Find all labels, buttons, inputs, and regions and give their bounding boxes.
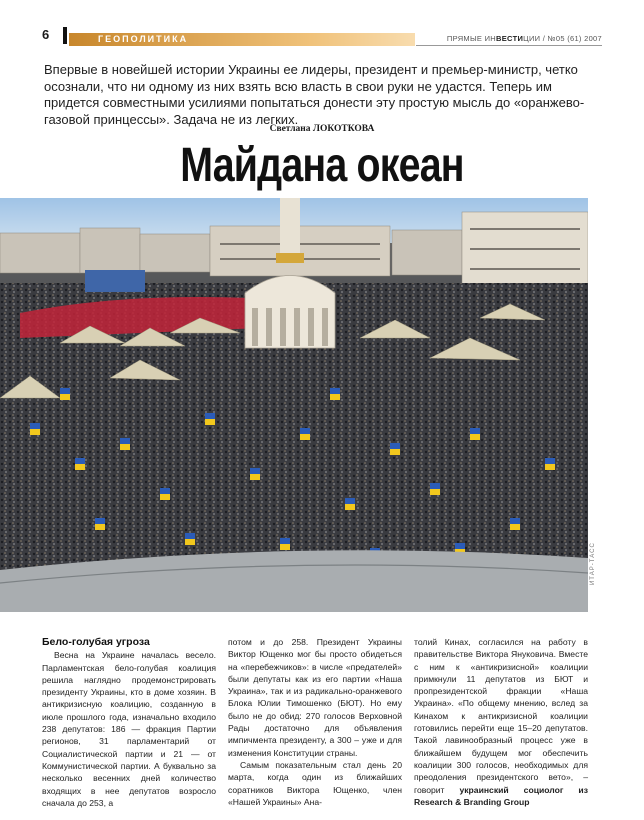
maidan-crowd-photo — [0, 198, 588, 612]
header-rule — [416, 45, 602, 46]
section-label: ГЕОПОЛИТИКА — [98, 34, 189, 44]
subheading: Бело-голубая угроза — [42, 636, 150, 648]
col3-text — [414, 636, 588, 808]
article-title: Майдана океан — [180, 139, 464, 192]
column-1 — [42, 636, 216, 809]
column-3 — [414, 636, 588, 808]
lead-paragraph: Впервые в новейшей истории Украины ее лидеры, президент и премьер-министр, четко осознали, что ни одному из них взять всю власть в свои руки не удастся. Теперь им придется совместными усилиями попытаться донести эту простую мысль до «оранжево-газовой принцессы». Задача не из легких. — [44, 62, 585, 127]
issue-info — [447, 34, 602, 43]
col1-text: Весна на Украине началась весело. Парламентская бело-голубая коалиция решила наглядно продемонстрировать президенту Украины, кто в доме хозяин. В антикризисную коалицию, созданную в июле прошлого года, изначально входило 238 депутатов: 186 — фракция Партии регионов, 31 парламентарий от Социалистической партии и 21 — от Коммунистической партии. А буквально за несколько весенних дней количество входящих в нее депутатов возросло сначала до 253, а — [42, 650, 216, 808]
author-byline: Светлана ЛОКОТКОВА — [269, 124, 375, 134]
col2-text-a: потом и до 258. Президент Украины Виктор Ющенко мог бы просто обидеться на «перебежчиков»: в числе «предателей» были депутаты как из его партии «Наша Украина», так и из радикально-оранжевого Блока Юлии Тимошенко (БЮТ). Но ему было не до обид: 270 голосов Верховной Рады достаточно для объявления импичмента президенту, а 300 – уже и для изменения Конституции страны. — [228, 637, 402, 758]
column-2 — [228, 636, 402, 808]
issue-prefix: ПРЯМЫЕ ИН — [446, 34, 497, 43]
header-divider-bar — [63, 27, 67, 44]
issue-suffix: ЦИИ / №05 (61) 2007 — [523, 34, 602, 43]
page-number: 6 — [42, 27, 50, 42]
photo-credit: ИТАР-ТАСС — [590, 542, 596, 585]
col3-text-bold: украинский социолог из Research & Branding Group — [414, 784, 588, 807]
col3-text-main: толий Кинах, согласился на работу в правительстве Виктора Януковича. Вместе с ним к «антикризисной» коалиции примкнули 11 депутатов из БЮТ и пропрезидентской фракции «Наша Украина». «По общему мнению, вслед за Кинахом к антикризисной коалиции готовились перейти еще 15–20 депутатов. Такой лавинообразный процесс уже в ближайшем будущем мог обеспечить коалиции 300 голосов, необходимых для преодоления президентского вето», – говорит — [414, 637, 588, 795]
issue-bold: ВЕСТИ — [496, 34, 524, 43]
article-body — [42, 636, 588, 816]
col2-text-b: Самым показательным стал день 20 марта, когда один из ближайших соратников Виктора Ющенко, член «Нашей Украины» Ана- — [228, 759, 402, 807]
